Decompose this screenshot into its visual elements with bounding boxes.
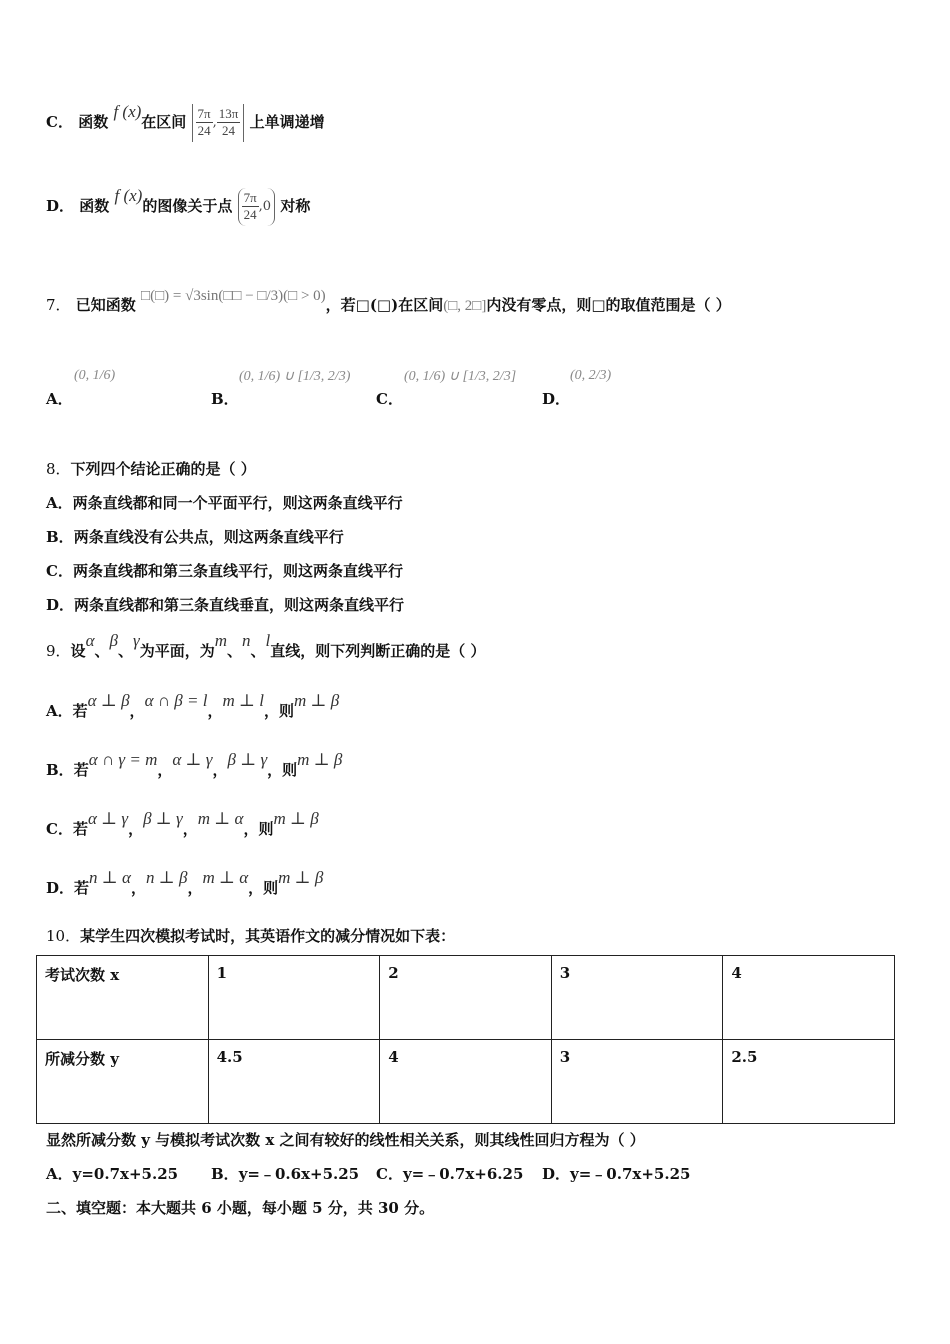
q8-option-d[interactable]: D．两条直线都和第三条直线垂直，则这两条直线平行	[46, 596, 405, 614]
q6-option-c: C． 函数 f (x)在区间 $\frac{7\pi}{24}$ , $\frac{13\pi}{24}$ 上单调递增	[46, 104, 325, 142]
q7-option-c[interactable]: C．	[376, 390, 403, 408]
section-2-heading: 二、填空题：本大题共 6 小题，每小题 5 分，共 30 分。	[46, 1199, 435, 1217]
q6-option-d: D． 函数 f (x)的图像关于点 $\frac{7\pi}{24}$ ,0 对称	[46, 188, 310, 226]
q9-option-c[interactable]: C．若α ⊥ γ，β ⊥ γ，m ⊥ α，则m ⊥ β	[46, 809, 319, 838]
q7-options: A． (0, 1/6) B． (0, 1/6) ∪ [1/3, 2/3) C． (0, 1/6) ∪ [1/3, 2/3] D． (0, 2/3)	[46, 368, 612, 408]
function-formula: □(□) = √3sin(□□ − □/3)(□ > 0)	[141, 288, 326, 304]
option-label: D．	[46, 197, 75, 215]
q8-option-a[interactable]: A．两条直线都和同一个平面平行，则这两条直线平行	[46, 494, 403, 512]
point-bracket: $\frac{7\pi}{24}$ ,0	[238, 188, 275, 226]
question-10: 10．某学生四次模拟考试时，其英语作文的减分情况如下表：	[46, 927, 456, 945]
q8-option-b[interactable]: B．两条直线没有公共点，则这两条直线平行	[46, 528, 344, 546]
q10-option-b[interactable]: B．y=﹣0.6x+5.25	[211, 1165, 360, 1183]
q9-option-b[interactable]: B．若α ∩ γ = m，α ⊥ γ，β ⊥ γ，则m ⊥ β	[46, 750, 343, 779]
interval-bracket: $\frac{7\pi}{24}$ , $\frac{13\pi}{24}$	[192, 104, 245, 142]
interval: (□, 2□]	[443, 298, 487, 314]
q8-option-c[interactable]: C．两条直线都和第三条直线平行，则这两条直线平行	[46, 562, 403, 580]
q7-option-d[interactable]: D．	[542, 390, 571, 408]
score-table	[36, 955, 895, 1124]
q9-option-a[interactable]: A．若α ⊥ β，α ∩ β = l，m ⊥ l，则m ⊥ β	[46, 691, 340, 720]
option-label: C．	[46, 113, 73, 131]
q10-option-a[interactable]: A．y=0.7x+5.25	[46, 1165, 179, 1183]
question-9: 9．设α、β、γ为平面，为m、n、l直线，则下列判断正确的是（ ）	[46, 631, 486, 660]
q7-option-a[interactable]: A．	[46, 390, 73, 408]
function-fx: f (x)	[114, 186, 143, 205]
q7-option-b[interactable]: B．	[211, 390, 239, 408]
q9-option-d[interactable]: D．若n ⊥ α，n ⊥ β，m ⊥ α，则m ⊥ β	[46, 868, 324, 897]
function-fx: f (x)	[113, 102, 142, 121]
table-row: 所减分数 y 4.5 4 3 2.5	[37, 1040, 895, 1124]
q10-options	[46, 1163, 691, 1184]
question-8: 8．下列四个结论正确的是（ ）	[46, 460, 256, 478]
question-7: 7． 已知函数 □(□) = √3sin(□□ − □/3)(□ > 0)，若□(□)在区间(□, 2□]内没有零点，则□的取值范围是（ ）	[46, 288, 731, 314]
q10-option-c[interactable]: C．y=﹣0.7x+6.25	[376, 1165, 524, 1183]
table-row: 考试次数 x 1 2 3 4	[37, 956, 895, 1040]
q10-after-text: 显然所减分数 y 与模拟考试次数 x 之间有较好的线性相关关系，则其线性回归方程为（ ）	[46, 1131, 645, 1149]
q10-option-d[interactable]: D．y=﹣0.7x+5.25	[542, 1165, 691, 1183]
